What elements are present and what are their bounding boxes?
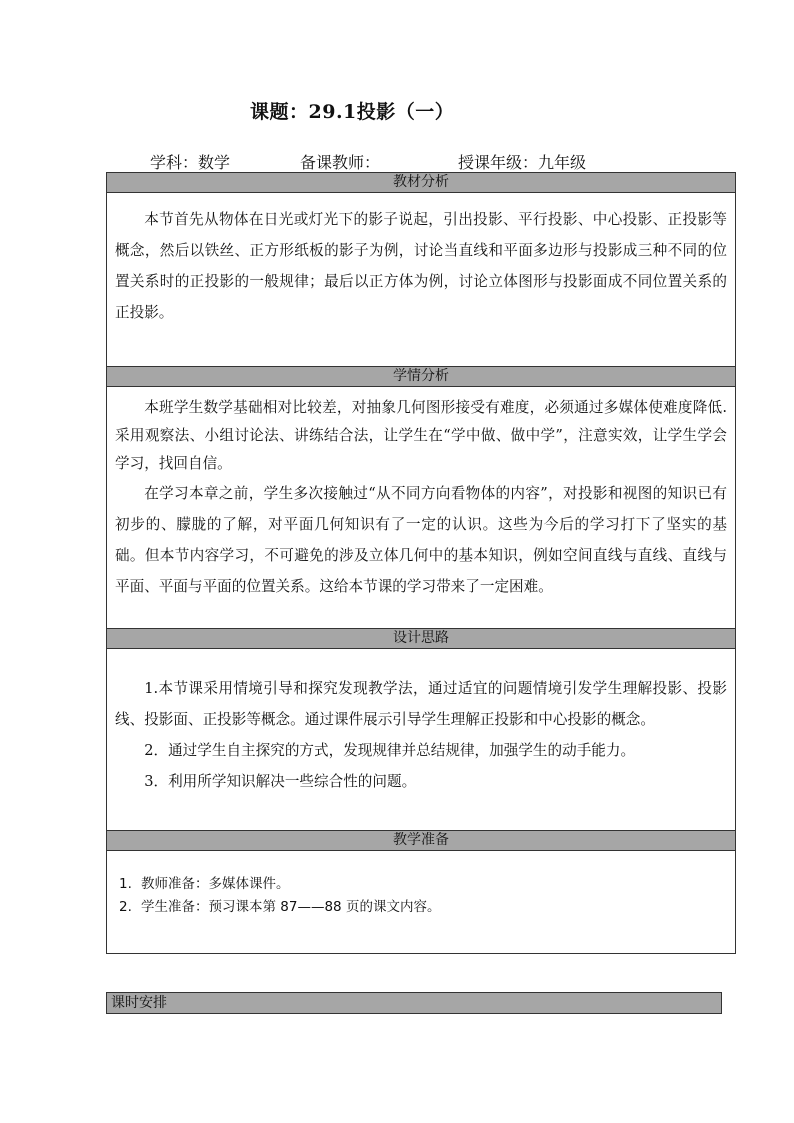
prep-item: 1. 教师准备：多媒体课件。 <box>119 876 290 892</box>
design-paragraph: 2．通过学生自主探究的方式，发现规律并总结规律，加强学生的动手能力。 <box>144 742 636 759</box>
students-header: 学情分析 <box>107 366 735 387</box>
design-header: 设计思路 <box>107 628 735 649</box>
material-header: 教材分析 <box>107 172 735 193</box>
design-paragraph: 3．利用所学知识解决一些综合性的问题。 <box>144 773 417 790</box>
schedule-header: 课时安排 <box>106 992 722 1014</box>
design-body <box>107 673 735 797</box>
grade-label: 授课年级：九年级 <box>458 153 587 172</box>
design-paragraph: 1.本节课采用情境引导和探究发现教学法，通过适宜的问题情境引发学生理解投影、投影线、投影面、正投影等概念。通过课件展示引导学生理解正投影和中心投影的概念。 <box>115 680 727 728</box>
teacher-label: 备课教师： <box>300 153 381 172</box>
lesson-plan-table <box>106 172 736 954</box>
meta-line <box>150 150 586 173</box>
students-body <box>107 394 735 602</box>
prep-body <box>107 873 735 919</box>
material-paragraph: 本节首先从物体在日光或灯光下的影子说起，引出投影、平行投影、中心投影、正投影等概念，然后以铁丝、正方形纸板的影子为例，讨论当直线和平面多边形与投影成三种不同的位置关系时的正投影的一般规律；最后以正方体为例，讨论立体图形与投影面成不同位置关系的正投影。 <box>115 211 727 321</box>
prep-item: 2. 学生准备：预习课本第 87——88 页的课文内容。 <box>119 899 441 915</box>
students-paragraph: 本班学生数学基础相对比较差，对抽象几何图形接受有难度，必须通过多媒体使难度降低.采用观察法、小组讨论法、讲练结合法，让学生在“学中做、做中学”，注意实效，让学生学会学习，找回自信。 <box>115 399 727 472</box>
students-paragraph: 在学习本章之前，学生多次接触过“从不同方向看物体的内容”，对投影和视图的知识已有初步的、朦胧的了解，对平面几何知识有了一定的认识。这些为今后的学习打下了坚实的基础。但本节内容学习，不可避免的涉及立体几何中的基本知识，例如空间直线与直线、直线与平面、平面与平面的位置关系。这给本节课的学习带来了一定困难。 <box>115 485 727 595</box>
prep-header: 教学准备 <box>107 830 735 851</box>
material-body <box>107 204 735 328</box>
subject-label: 学科：数学 <box>150 153 231 172</box>
page-title: 课题：29.1投影（一） <box>250 101 455 123</box>
